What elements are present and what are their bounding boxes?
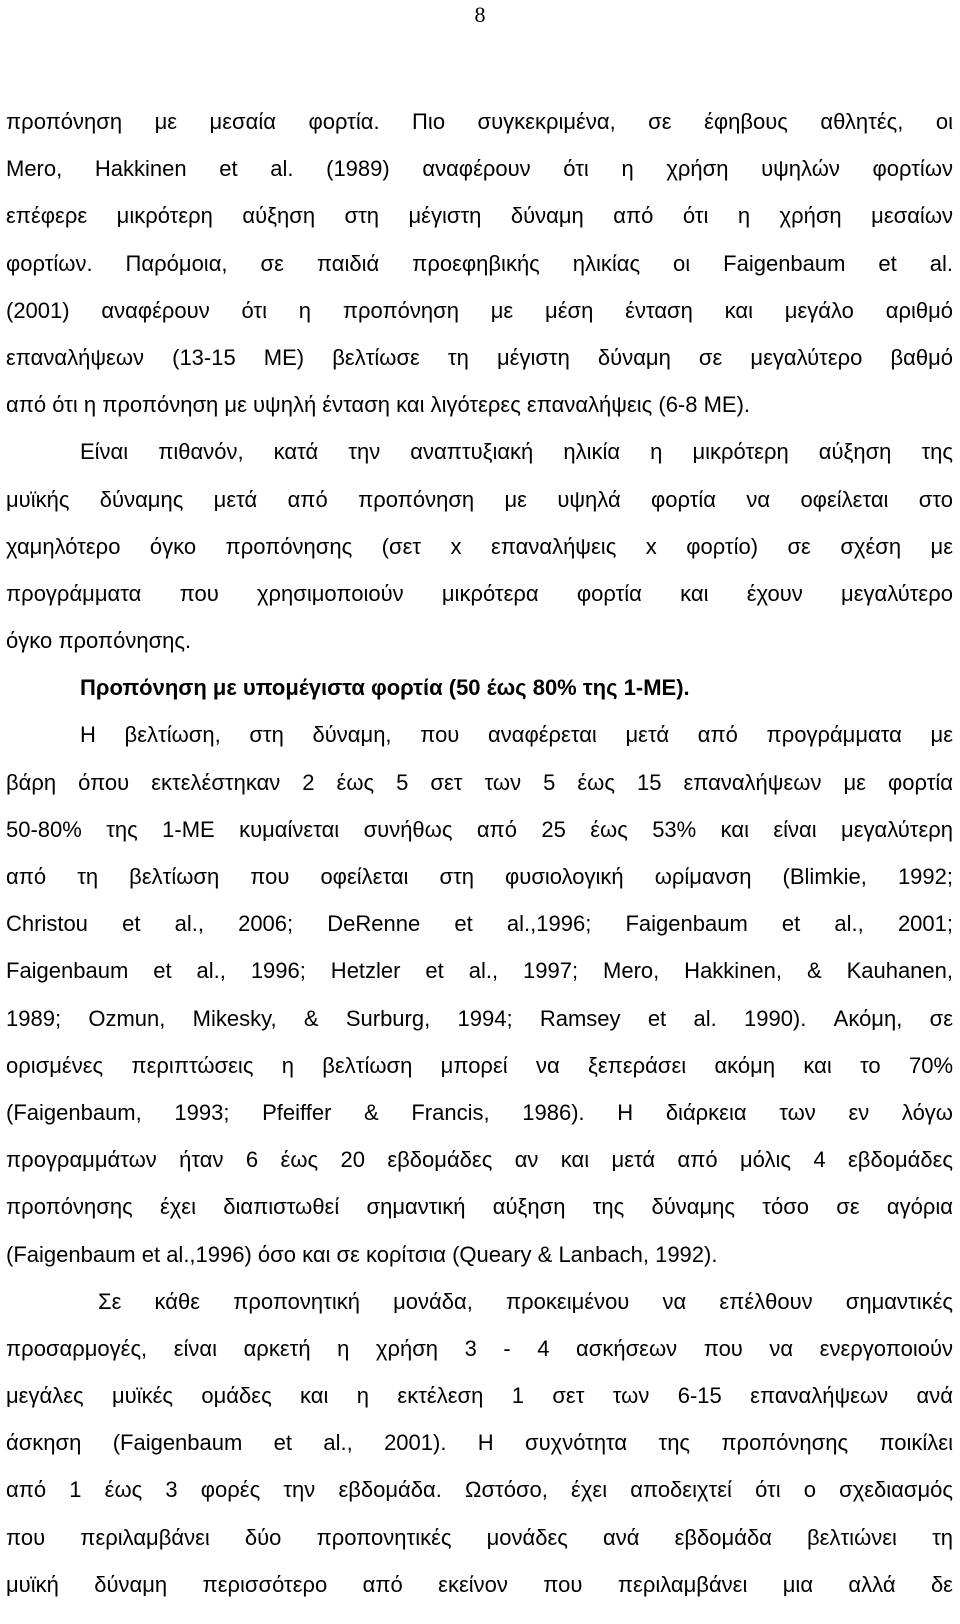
text-line: προγράμματα που χρησιμοποιούν μικρότερα φορτία και έχουν μεγαλύτερο	[6, 580, 953, 606]
text-line: (Faigenbaum et al.,1996) όσο και σε κορίτσια (Queary & Lanbach, 1992).	[6, 1241, 718, 1267]
text-line: που περιλαμβάνει δύο προπονητικές μονάδες ανά εβδομάδα βελτιώνει τη	[6, 1524, 953, 1550]
text-line: από ότι η προπόνηση με υψηλή ένταση και λιγότερες επαναλήψεις (6-8 ΜΕ).	[6, 392, 751, 418]
text-line: επέφερε μικρότερη αύξηση στη μέγιστη δύναμη από ότι η χρήση μεσαίων	[6, 203, 953, 229]
paragraph-3	[6, 711, 953, 1277]
text-line: Christou et al., 2006; DeRenne et al.,1996; Faigenbaum et al., 2001;	[6, 911, 953, 937]
section-heading: Προπόνηση με υπομέγιστα φορτία (50 έως 80% της 1-ΜΕ).	[80, 675, 690, 701]
text-line: Η βελτίωση, στη δύναμη, που αναφέρεται μετά από προγράμματα με	[80, 722, 953, 748]
text-line: προπόνησης έχει διαπιστωθεί σημαντική αύξηση της δύναμης τόσο σε αγόρια	[6, 1194, 953, 1220]
text-line: άσκηση (Faigenbaum et al., 2001). Η συχνότητα της προπόνησης ποικίλει	[6, 1430, 953, 1456]
text-line: χαμηλότερο όγκο προπόνησης (σετ x επαναλήψεις x φορτίο) σε σχέση με	[6, 533, 953, 559]
paragraph-1	[6, 98, 953, 428]
text-line: Faigenbaum et al., 1996; Hetzler et al., 1997; Mero, Hakkinen, & Kauhanen,	[6, 958, 953, 984]
text-line: βάρη όπου εκτελέστηκαν 2 έως 5 σετ των 5 έως 15 επαναλήψεων με φορτία	[6, 769, 953, 795]
text-line: επαναλήψεων (13-15 ΜΕ) βελτίωσε τη μέγιστη δύναμη σε μεγαλύτερο βαθμό	[6, 344, 953, 370]
text-line: προγραμμάτων ήταν 6 έως 20 εβδομάδες αν και μετά από μόλις 4 εβδομάδες	[6, 1147, 953, 1173]
text-line: (2001) αναφέρουν ότι η προπόνηση με μέση ένταση και μεγάλο αριθμό	[6, 297, 953, 323]
text-line: Mero, Hakkinen et al. (1989) αναφέρουν ότι η χρήση υψηλών φορτίων	[6, 156, 953, 182]
text-line: φορτίων. Παρόμοια, σε παιδιά προεφηβικής ηλικίας οι Faigenbaum et al.	[6, 250, 953, 276]
paragraph-4	[6, 1278, 953, 1608]
text-line: όγκο προπόνησης.	[6, 628, 192, 654]
text-line: προσαρμογές, είναι αρκετή η χρήση 3 - 4 ασκήσεων που να ενεργοποιούν	[6, 1335, 953, 1361]
text-line: (Faigenbaum, 1993; Pfeiffer & Francis, 1986). Η διάρκεια των εν λόγω	[6, 1099, 953, 1125]
text-line: Είναι πιθανόν, κατά την αναπτυξιακή ηλικία η μικρότερη αύξηση της	[80, 439, 953, 465]
document-body	[6, 98, 953, 1608]
paragraph-2	[6, 428, 953, 664]
text-line: ορισμένες περιπτώσεις η βελτίωση μπορεί να ξεπεράσει ακόμη και το 70%	[6, 1052, 953, 1078]
text-line: από τη βελτίωση που οφείλεται στη φυσιολογική ωρίμανση (Blimkie, 1992;	[6, 864, 953, 889]
text-line: 50-80% της 1-ΜΕ κυμαίνεται συνήθως από 25 έως 53% και είναι μεγαλύτερη	[6, 816, 953, 842]
text-line: προπόνηση με μεσαία φορτία. Πιο συγκεκριμένα, σε έφηβους αθλητές, οι	[6, 109, 953, 134]
page-number: 8	[474, 2, 486, 27]
text-line: Σε κάθε προπονητική μονάδα, προκειμένου να επέλθουν σημαντικές	[98, 1288, 953, 1314]
text-line: από 1 έως 3 φορές την εβδομάδα. Ωστόσο, έχει αποδειχτεί ότι ο σχεδιασμός	[6, 1477, 953, 1503]
text-line: μυϊκής δύναμης μετά από προπόνηση με υψηλά φορτία να οφείλεται στο	[6, 486, 953, 512]
text-line: 1989; Ozmun, Mikesky, & Surburg, 1994; Ramsey et al. 1990). Ακόμη, σε	[6, 1005, 953, 1031]
text-line: μυϊκή δύναμη περισσότερο από εκείνον που περιλαμβάνει μια αλλά δε	[6, 1571, 953, 1597]
text-line: μεγάλες μυϊκές ομάδες και η εκτέλεση 1 σετ των 6-15 επαναλήψεων ανά	[6, 1383, 953, 1409]
